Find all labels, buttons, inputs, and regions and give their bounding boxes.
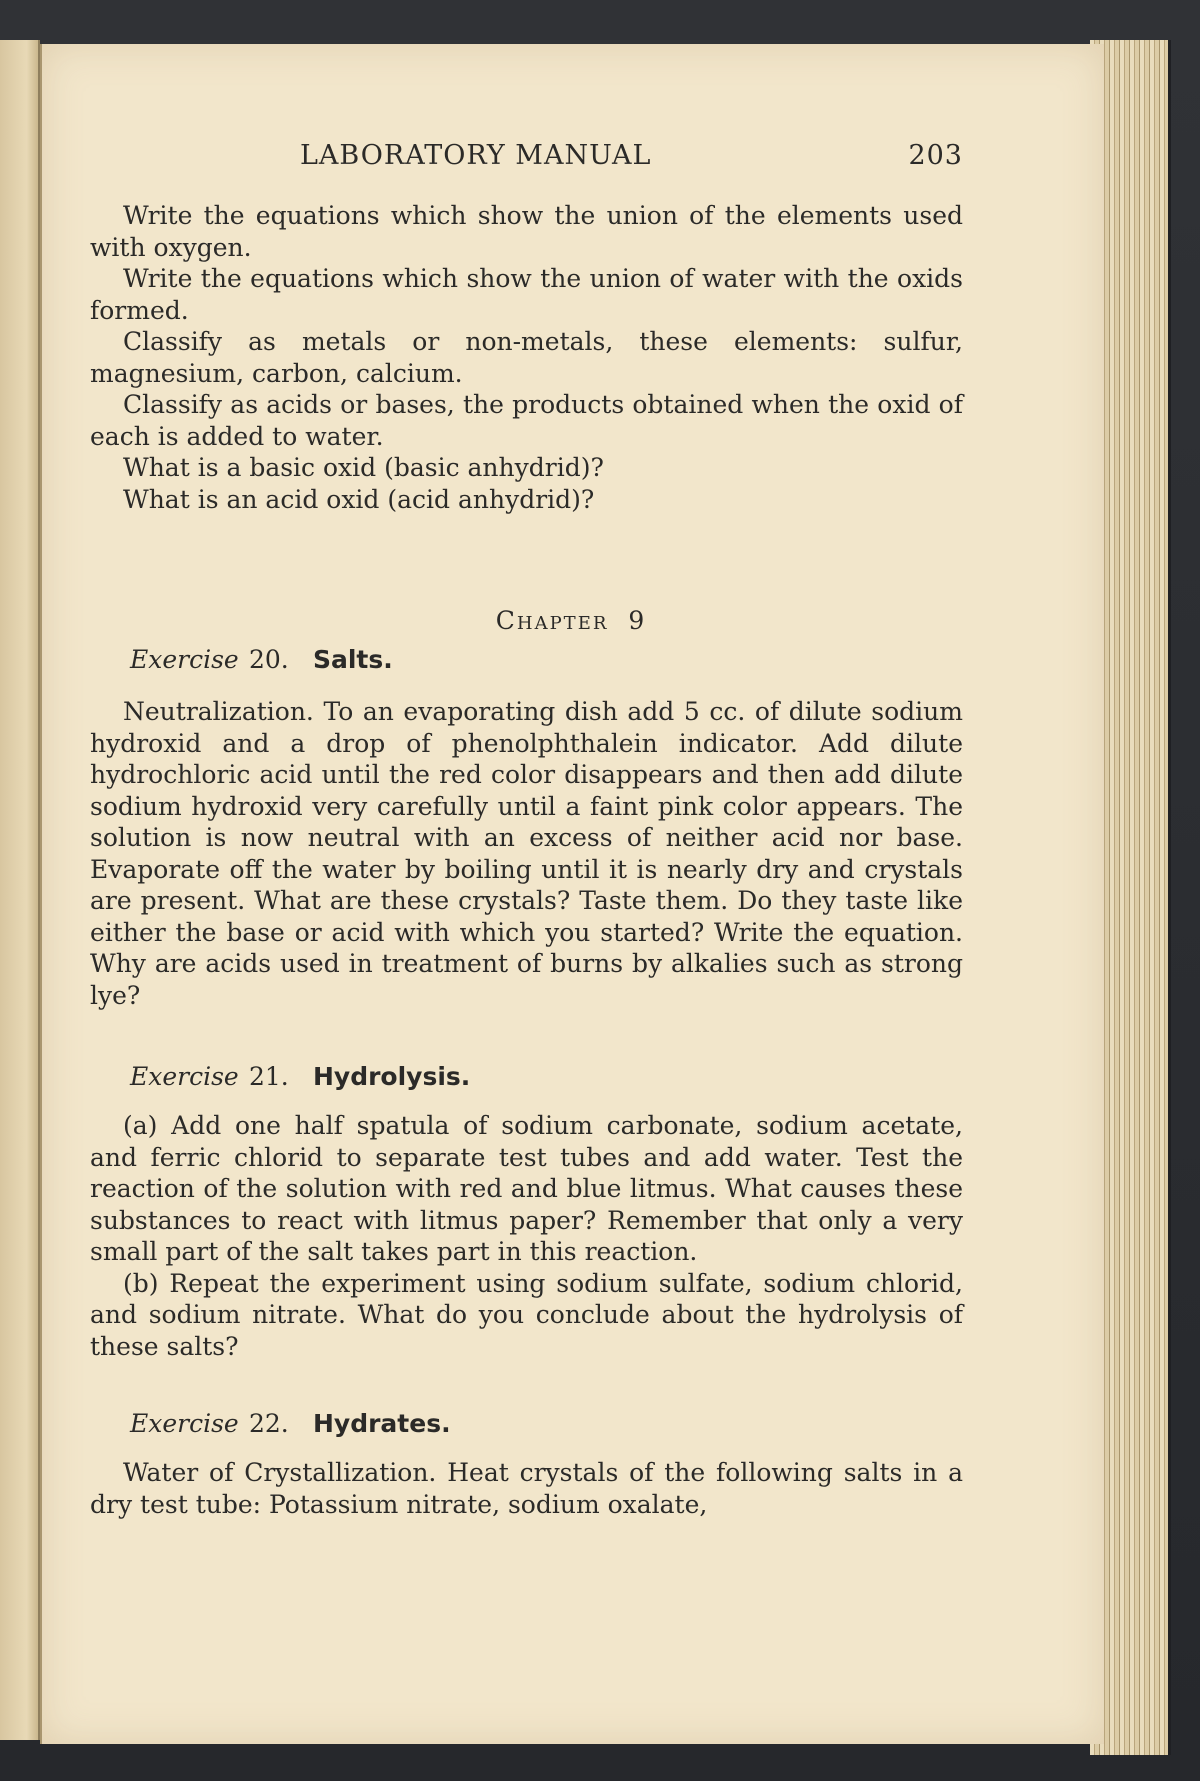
exercise-number: 20.	[248, 645, 289, 674]
question-1: Write the equations which show the union of the elements used with oxygen.	[90, 201, 963, 262]
page-number: 203	[908, 140, 963, 171]
question-block	[90, 200, 963, 515]
exercise-21-paragraph-b: (b) Repeat the experiment using sodium sulfate, sodium chlorid, and sodium nitrate. What do you conclude about the hydrolysis of these salts?	[90, 1268, 963, 1361]
exercise-heading-21	[130, 1062, 470, 1092]
question-5: What is a basic oxid (basic anhydrid)?	[123, 453, 604, 482]
exercise-22-body	[90, 1457, 963, 1520]
exercise-title: Hydrolysis.	[312, 1062, 471, 1091]
chapter-number: 9	[628, 606, 647, 635]
exercise-label: Exercise	[130, 1062, 239, 1091]
exercise-21-body	[90, 1110, 963, 1362]
exercise-heading-20	[130, 645, 393, 675]
question-4: Classify as acids or bases, the products obtained when the oxid of each is added to water.	[90, 390, 963, 451]
exercise-22-paragraph: Water of Crystallization. Heat crystals of the following salts in a dry test tube: Potassium nitrate, sodium oxalate,	[90, 1458, 963, 1519]
chapter-heading	[40, 606, 1102, 635]
question-3: Classify as metals or non-metals, these elements: sulfur, magnesium, carbon, calcium.	[90, 327, 963, 388]
question-2: Write the equations which show the union of water with the oxids formed.	[90, 264, 963, 325]
exercise-20-paragraph: Neutralization. To an evaporating dish add 5 cc. of dilute sodium hydroxid and a drop of phenolphthalein indicator. Add dilute hydrochloric acid until the red color disappears and then add dilute sodium hydroxid very carefully until a faint pink color appears. The solution is now neutral with an excess of neither acid nor base. Evaporate off the water by boiling until it is nearly dry and crystals are present. What are these crystals? Taste them. Do they taste like either the base or acid with which you started? Write the equation. Why are acids used in treatment of burns by alkalies such as strong lye?	[90, 697, 963, 1010]
exercise-label: Exercise	[130, 645, 239, 674]
exercise-title: Salts.	[312, 645, 393, 674]
exercise-number: 21.	[248, 1062, 289, 1091]
exercise-20-body	[90, 696, 963, 1011]
exercise-heading-22	[130, 1409, 451, 1439]
exercise-title: Hydrates.	[312, 1409, 451, 1438]
chapter-label: Chapter	[495, 606, 609, 635]
exercise-label: Exercise	[130, 1409, 239, 1438]
question-6: What is an acid oxid (acid anhydrid)?	[123, 484, 595, 514]
running-title: LABORATORY MANUAL	[300, 140, 652, 171]
left-page-edge	[0, 40, 40, 1740]
exercise-21-paragraph-a: (a) Add one half spatula of sodium carbonate, sodium acetate, and ferric chlorid to separate test tubes and add water. Test the reaction of the solution with red and blue litmus. What causes these substances to react with litmus paper? Remember that only a very small part of the salt takes part in this reaction.	[90, 1111, 963, 1266]
exercise-number: 22.	[248, 1409, 289, 1438]
